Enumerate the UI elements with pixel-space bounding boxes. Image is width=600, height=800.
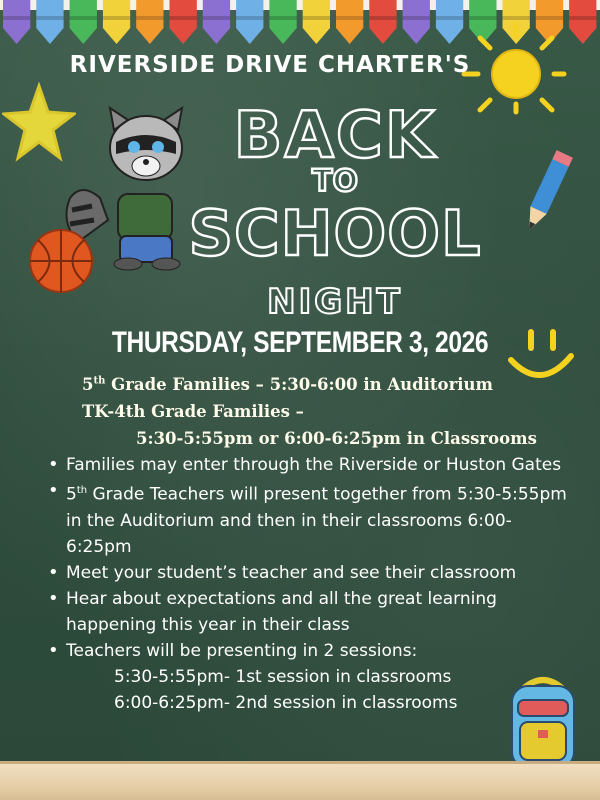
- crayon-tip: [269, 28, 296, 44]
- crayon: [103, 0, 130, 28]
- crayon-band: [403, 16, 430, 20]
- crayon-tip: [236, 28, 263, 44]
- schedule-fifth-grade: 5th Grade Families – 5:30-6:00 in Auditorium: [82, 375, 493, 394]
- schedule-tk4-heading: TK-4th Grade Families –: [82, 402, 304, 421]
- crayon-band: [569, 16, 596, 20]
- crayon-tip: [136, 28, 163, 44]
- list-item: • Families may enter through the Riverside or Huston Gates: [46, 452, 571, 478]
- crayon-tip: [3, 28, 30, 44]
- chalk-ledge: [0, 761, 600, 800]
- crayon-tip: [203, 28, 230, 44]
- crayon-band: [236, 16, 263, 20]
- crayon-band: [136, 16, 163, 20]
- event-title: [185, 95, 485, 325]
- list-item: • Teachers will be presenting in 2 sessions: 5:30-5:55pm- 1st session in classrooms 6:00-6:25pm- 2nd session in classrooms: [46, 638, 571, 716]
- crayon-tip: [36, 28, 63, 44]
- crayon-band: [203, 16, 230, 20]
- basketball-icon: [26, 226, 96, 296]
- crayon-band: [103, 16, 130, 20]
- list-item: • 5th Grade Teachers will present together from 5:30-5:55pm in the Auditorium and then in their classrooms 6:00-6:25pm: [46, 478, 571, 560]
- pencil-icon: [520, 146, 574, 238]
- crayon-tip: [70, 28, 97, 44]
- crayon: [336, 0, 363, 28]
- crayon: [369, 0, 396, 28]
- crayon: [136, 0, 163, 28]
- session-2: 6:00-6:25pm- 2nd session in classrooms: [114, 692, 458, 713]
- title-night: NIGHT: [267, 282, 403, 322]
- crayon: [203, 0, 230, 28]
- crayon-band: [3, 16, 30, 20]
- session-1: 5:30-5:55pm- 1st session in classrooms: [114, 666, 452, 687]
- crayon-band: [336, 16, 363, 20]
- crayon-tip: [369, 28, 396, 44]
- title-school: SCHOOL: [188, 197, 482, 270]
- crayon: [70, 0, 97, 28]
- crayon: [303, 0, 330, 28]
- crayon-band: [70, 16, 97, 20]
- title-back: BACK: [233, 99, 437, 173]
- crayon: [403, 0, 430, 28]
- crayon-band: [170, 16, 197, 20]
- info-list: [46, 452, 571, 716]
- title-to: TO: [312, 164, 358, 199]
- crayon-tip: [303, 28, 330, 44]
- crayon-tip: [103, 28, 130, 44]
- crayon-band: [36, 16, 63, 20]
- school-name: RIVERSIDE DRIVE CHARTER'S: [69, 52, 471, 78]
- crayon: [236, 0, 263, 28]
- crayon-band: [303, 16, 330, 20]
- crayon-band: [269, 16, 296, 20]
- crayon-band: [369, 16, 396, 20]
- crayon-tip: [170, 28, 197, 44]
- crayon-tip: [336, 28, 363, 44]
- event-date: THURSDAY, SEPTEMBER 3, 2026: [111, 326, 489, 359]
- list-item: • Meet your student’s teacher and see their classroom: [46, 560, 571, 586]
- crayon: [269, 0, 296, 28]
- schedule-tk4-times: 5:30-5:55pm or 6:00-6:25pm in Classrooms: [136, 429, 537, 448]
- crayon: [170, 0, 197, 28]
- crayon: [3, 0, 30, 28]
- crayon-tip: [569, 28, 596, 44]
- crayon: [569, 0, 596, 28]
- list-item: • Hear about expectations and all the great learning happening this year in their class: [46, 586, 571, 638]
- crayon: [36, 0, 63, 28]
- crayon-tip: [403, 28, 430, 44]
